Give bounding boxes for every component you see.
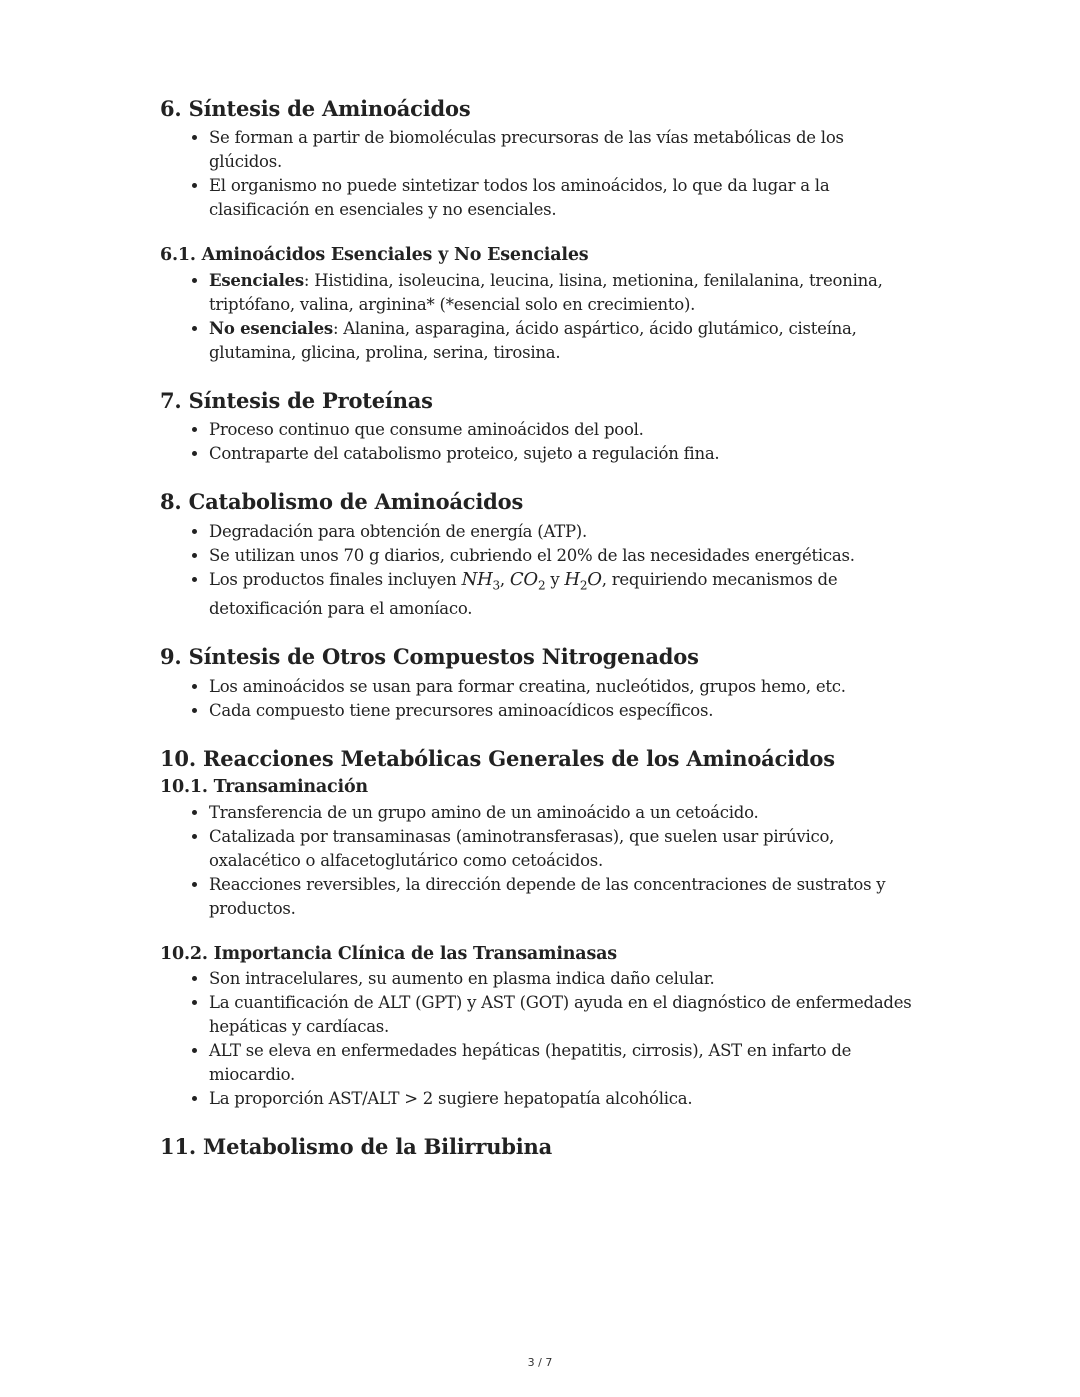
formula-text: O [587,568,602,590]
section-6-heading: 6. Síntesis de Aminoácidos [160,96,471,121]
text-segment: Los productos finales incluyen [209,569,462,589]
section-10-2-heading: 10.2. Importancia Clínica de las Transaminasas [160,943,617,964]
list-item: • Proceso continuo que consume aminoácidos del pool. [209,418,920,442]
formula-text: CO [509,568,538,590]
formula-text: NH [461,568,493,590]
list-item: • Son intracelulares, su aumento en plasma indica daño celular. [209,967,920,991]
section-9-heading: 9. Síntesis de Otros Compuestos Nitrogenados [160,644,699,670]
list-item: • ALT se eleva en enfermedades hepáticas (hepatitis, cirrosis), AST en infarto de miocardio. [209,1039,920,1087]
page-number: 3 / 7 [527,1356,553,1369]
list-item: • Cada compuesto tiene precursores aminoacídicos específicos. [209,699,920,723]
text-segment: , requiriendo mecanismos de detoxificación para el amoníaco. [209,569,838,619]
formula-co2 [509,568,546,593]
list-item: • Transferencia de un grupo amino de un aminoácido a un cetoácido. [209,801,920,825]
list-item: • Degradación para obtención de energía (ATP). [209,520,920,544]
term-text: : Alanina, asparagina, ácido aspártico, ácido glutámico, cisteína, glutamina, glicina, prolina, serina, tirosina. [209,319,857,363]
list-item: • Reacciones reversibles, la dirección depende de las concentraciones de sustratos y productos. [209,873,920,921]
formula-subscript: 2 [579,578,588,593]
list-item [209,269,920,317]
formula-subscript: 2 [537,578,546,593]
list-item: • La proporción AST/ALT > 2 sugiere hepatopatía alcohólica. [209,1087,920,1111]
section-6-1-heading: 6.1. Aminoácidos Esenciales y No Esenciales [160,245,589,266]
section-10-1-list [160,801,920,921]
list-item [209,568,920,622]
list-item [209,317,920,365]
list-item: • Catalizada por transaminasas (aminotransferasas), que suelen usar pirúvico, oxalacético o alfacetoglutárico como cetoácidos. [209,825,920,873]
list-item: • Se utilizan unos 70 g diarios, cubriendo el 20% de las necesidades energéticas. [209,544,920,568]
section-9-list [160,675,920,723]
formula-nh3 [461,568,500,593]
section-6-1-list [160,269,920,365]
document-body [160,95,920,1165]
term-label: Esenciales [209,271,304,291]
term-text: : Histidina, isoleucina, leucina, lisina, metionina, fenilalanina, treonina, triptófano, valina, arginina* (*esencial solo en crecimiento). [209,271,883,315]
list-item: • Contraparte del catabolismo proteico, sujeto a regulación fina. [209,442,920,466]
list-item: • El organismo no puede sintetizar todos los aminoácidos, lo que da lugar a la clasificación en esenciales y no esenciales. [209,174,920,222]
section-7-list [160,418,920,466]
formula-h2o [564,568,602,593]
term-label: No esenciales [209,319,333,339]
section-6-list [160,126,920,222]
text-segment: y [545,569,565,589]
section-7-heading: 7. Síntesis de Proteínas [160,388,433,414]
list-item: • La cuantificación de ALT (GPT) y AST (GOT) ayuda en el diagnóstico de enfermedades hepáticas y cardíacas. [209,991,920,1039]
section-10-1-heading: 10.1. Transaminación [160,776,368,797]
formula-subscript: 3 [492,578,500,593]
section-8-list [160,520,920,622]
formula-text: H [564,568,580,590]
section-8-heading: 8. Catabolismo de Aminoácidos [160,489,524,515]
section-11-heading: 11. Metabolismo de la Bilirrubina [160,1134,553,1160]
section-10-2-list [160,967,920,1111]
list-item: • Se forman a partir de biomoléculas precursoras de las vías metabólicas de los glúcidos. [209,126,920,174]
text-segment: , [499,569,510,589]
section-10-heading: 10. Reacciones Metabólicas Generales de los Aminoácidos [160,745,835,771]
list-item: • Los aminoácidos se usan para formar creatina, nucleótidos, grupos hemo, etc. [209,675,920,699]
